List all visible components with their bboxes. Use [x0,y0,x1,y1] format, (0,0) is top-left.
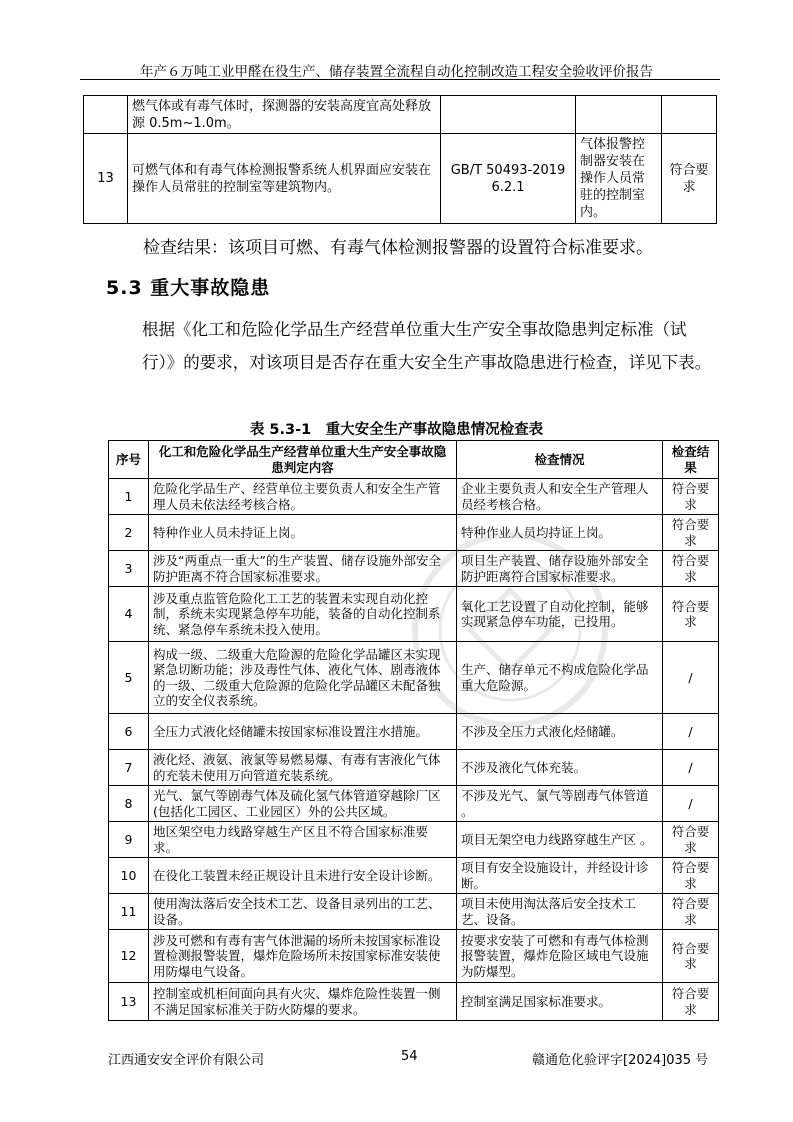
row-number: 11 [109,894,149,930]
header-no: 序号 [109,441,149,479]
row-standard: GB/T 50493-2019 6.2.1 [441,134,576,224]
table-row [109,983,719,1021]
table-row [109,551,719,587]
table-row [109,894,719,930]
hazard-check-table [108,440,719,1021]
row-check: 项目未使用淘汰落后安全技术工艺、设备。 [457,894,663,930]
row-number: 9 [109,822,149,858]
row-criteria: 控制室或机柜间面向具有火灾、爆炸危险性装置一侧不满足国家标准关于防火防爆的要求。 [149,983,457,1021]
row-criteria: 危险化学品生产、经营单位主要负责人和安全生产管理人员未依法经考核合格。 [149,479,457,515]
row-criteria: 使用淘汰落后安全技术工艺、设备目录列出的工艺、设备。 [149,894,457,930]
row-number: 4 [109,587,149,642]
row-number: 13 [84,134,128,224]
row-result: 符合要求 [663,858,719,894]
table-row [109,786,719,822]
row-number: 2 [109,515,149,551]
row-criteria: 在役化工装置未经正规设计且未进行安全设计诊断。 [149,858,457,894]
row-result: 符合要求 [663,587,719,642]
continued-check-table [83,95,717,224]
row-criteria: 涉及“两重点一重大”的生产装置、储存设施外部安全防护距离不符合国家标准要求。 [149,551,457,587]
row-check: 不涉及光气、氯气等剧毒气体管道 。 [457,786,663,822]
header-result: 检查结果 [663,441,719,479]
row-check: 氧化工艺设置了自动化控制，能够实现紧急停车功能，已投用。 [457,587,663,642]
footer-page-number: 54 [401,1049,418,1064]
row-criteria: 特种作业人员未持证上岗。 [149,515,457,551]
row-content: 可燃气体和有毒气体检测报警系统人机界面应安装在操作人员常驻的控制室等建筑物内。 [128,134,441,224]
row-number: 13 [109,983,149,1021]
row-criteria: 地区架空电力线路穿越生产区且不符合国家标准要求。 [149,822,457,858]
table-row [84,134,717,224]
row-number [84,96,128,134]
table-row [109,858,719,894]
header-divider [80,79,720,80]
row-check: 项目无架空电力线路穿越生产区 。 [457,822,663,858]
row-standard [441,96,576,134]
table-row [109,479,719,515]
table-caption: 表 5.3-1 重大安全生产事故隐患情况检查表 [249,422,544,438]
row-result: / [663,750,719,786]
footer-company: 江西通安安全评价有限公司 [108,1053,265,1068]
row-result: 符合要求 [663,983,719,1021]
footer-document-number: 赣通危化验评字[2024]035 号 [532,1053,709,1068]
row-number: 1 [109,479,149,515]
check-result-text: 检查结果：该项目可燃、有毒气体检测报警器的设置符合标准要求。 [143,238,653,258]
row-check: 生产、储存单元不构成危险化学品重大危险源。 [457,642,663,714]
row-criteria: 液化烃、液氨、液氯等易燃易爆、有毒有害液化气体的充装未使用万向管道充装系统。 [149,750,457,786]
table-row [109,750,719,786]
table-row [109,515,719,551]
row-number: 5 [109,642,149,714]
row-result [662,96,717,134]
row-result: / [663,786,719,822]
row-result: 符合要求 [663,894,719,930]
row-check: 企业主要负责人和安全生产管理人员经考核合格。 [457,479,663,515]
row-check: 特种作业人员均持证上岗。 [457,515,663,551]
table-row [109,714,719,750]
row-number: 12 [109,930,149,983]
row-result: 符合要求 [663,551,719,587]
row-number: 8 [109,786,149,822]
row-result: 符合要求 [663,515,719,551]
header-criteria: 化工和危险化学品生产经营单位重大生产安全事故隐患判定内容 [149,441,457,479]
header-check: 检查情况 [457,441,663,479]
row-result: 符合要求 [663,822,719,858]
row-criteria: 光气、氯气等剧毒气体及硫化氢气体管道穿越除厂区(包括化工园区、工业园区）外的公共区域。 [149,786,457,822]
row-number: 10 [109,858,149,894]
page-header: 年产６万吨工业甲醛在役生产、储存装置全流程自动化控制改造工程安全验收评价报告 [140,64,653,80]
row-criteria: 全压力式液化烃储罐未按国家标准设置注水措施。 [149,714,457,750]
row-check: 项目生产装置、储存设施外部安全防护距离符合国家标准要求。 [457,551,663,587]
row-criteria: 构成一级、二级重大危险源的危险化学品罐区未实现紧急切断功能；涉及毒性气体、液化气体、剧毒液体的一级、二级重大危险源的危险化学品罐区未配备独立的安全仪表系统。 [149,642,457,714]
row-check: 项目有安全设施设计，并经设计诊断。 [457,858,663,894]
row-check: 控制室满足国家标准要求。 [457,983,663,1021]
row-check: 按要求安装了可燃和有毒气体检测报警装置，爆炸危险区域电气设施为防爆型。 [457,930,663,983]
row-result: / [663,642,719,714]
row-content: 燃气体或有毒气体时，探测器的安装高度宜高处释放源 0.5m~1.0m。 [128,96,441,134]
table-row [109,587,719,642]
row-criteria: 涉及重点监管危险化工工艺的装置未实现自动化控制，系统未实现紧急停车功能，装备的自动化控制系统、紧急停车系统未投入使用。 [149,587,457,642]
row-check: 不涉及全压力式液化烃储罐。 [457,714,663,750]
row-result: 符合要求 [663,479,719,515]
table-row [109,930,719,983]
row-check: 不涉及液化气体充装。 [457,750,663,786]
row-result: 符合要求 [662,134,717,224]
row-result: / [663,714,719,750]
table-row [109,822,719,858]
row-fact: 气体报警控制器安装在操作人员常驻的控制室内。 [576,134,662,224]
table-row [109,642,719,714]
section-title: 5.3 重大事故隐患 [106,277,271,299]
row-result: 符合要求 [663,930,719,983]
row-criteria: 涉及可燃和有毒有害气体泄漏的场所未按国家标准设置检测报警装置，爆炸危险场所未按国家标准安装使用防爆电气设备。 [149,930,457,983]
table-header-row [109,441,719,479]
row-fact [576,96,662,134]
row-number: 7 [109,750,149,786]
row-number: 6 [109,714,149,750]
paragraph-text: 根据《化工和危险化学品生产经营单位重大生产安全事故隐患判定标准（试行）》的要求，对该项目是否存在重大安全生产事故隐患进行检查，详见下表。 [142,320,712,372]
row-number: 3 [109,551,149,587]
section-paragraph [106,313,718,379]
table-row [84,96,717,134]
